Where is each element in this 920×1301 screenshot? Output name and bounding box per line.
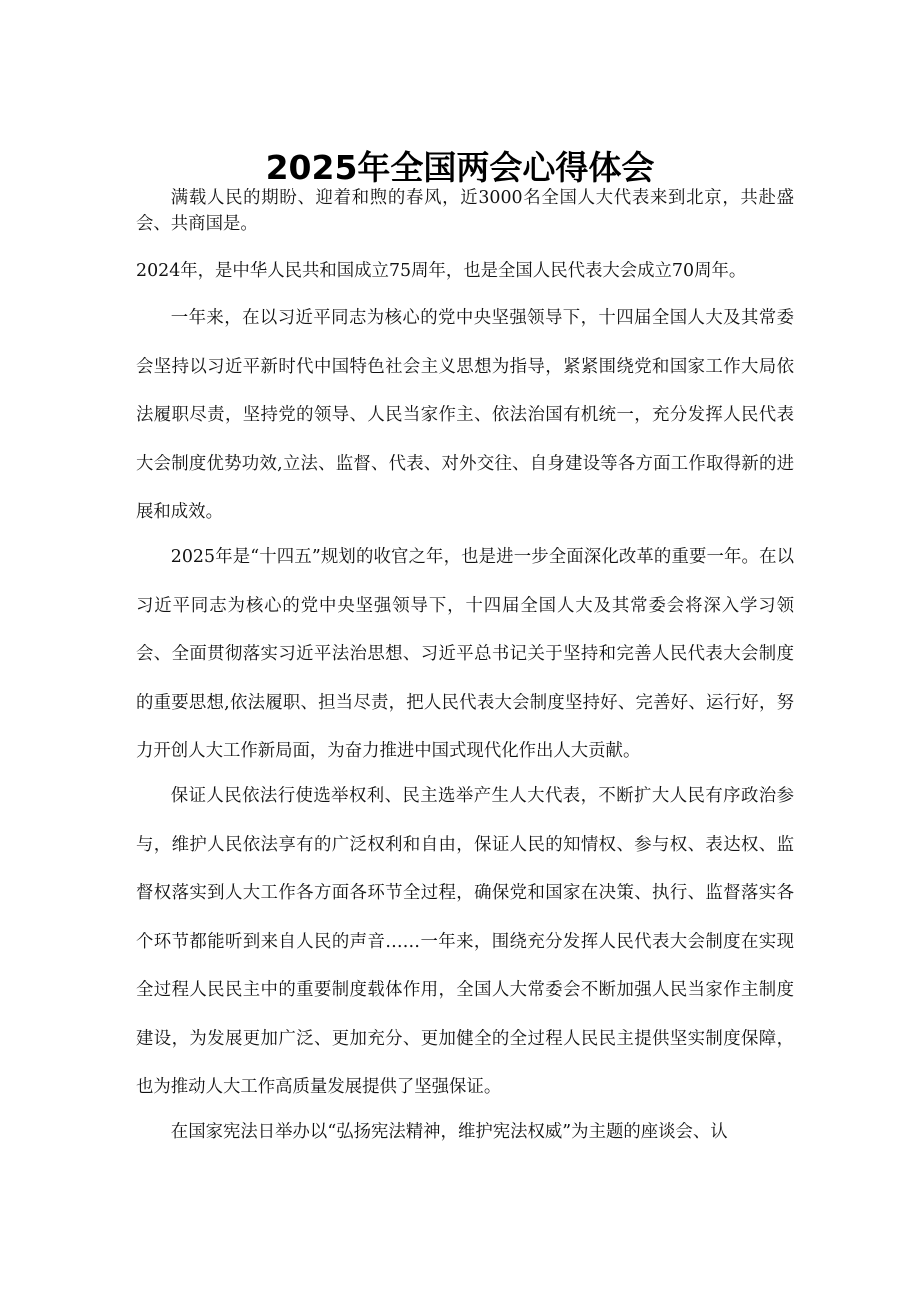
paragraph-1: 满载人民的期盼、迎着和煦的春风，近3000名全国人大代表来到北京，共赴盛会、共商国是。: [136, 188, 794, 234]
paragraph-5: 保证人民依法行使选举权利、民主选举产生人大代表，不断扩大人民有序政治参与，维护人民依法享有的广泛权利和自由，保证人民的知情权、参与权、表达权、监督权落实到人大工作各方面各环节全过程，确保党和国家在决策、执行、监督落实各个环节都能听到来自人民的声音……一年来，围绕充分发挥人民代表大会制度在实现全过程人民民主中的重要制度载体作用，全国人大常委会不断加强人民当家作主制度建设，为发展更加广泛、更加充分、更加健全的全过程人民民主提供坚实制度保障，也为推动人大工作高质量发展提供了坚强保证。: [136, 786, 794, 1097]
paragraph-3: 一年来，在以习近平同志为核心的党中央坚强领导下，十四届全国人大及其常委会坚持以习近平新时代中国特色社会主义思想为指导，紧紧围绕党和国家工作大局依法履职尽责，坚持党的领导、人民当家作主、依法治国有机统一，充分发挥人民代表大会制度优势功效,立法、监督、代表、对外交往、自身建设等各方面工作取得新的进展和成效。: [136, 308, 794, 522]
paragraph-6: 在国家宪法日举办以“弘扬宪法精神，维护宪法权威”为主题的座谈会、认: [170, 1122, 728, 1142]
page-title: 2025年全国两会心得体会: [265, 148, 655, 188]
paragraph-2: 2024年，是中华人民共和国成立75周年，也是全国人民代表大会成立70周年。: [136, 261, 747, 281]
paragraph-4: 2025年是“十四五”规划的收官之年，也是进一步全面深化改革的重要一年。在以习近平同志为核心的党中央坚强领导下，十四届全国人大及其常委会将深入学习领会、全面贯彻落实习近平法治思想、习近平总书记关于坚持和完善人民代表大会制度的重要思想,依法履职、担当尽责，把人民代表大会制度坚持好、完善好、运行好，努力开创人大工作新局面，为奋力推进中国式现代化作出人大贡献。: [136, 547, 794, 761]
